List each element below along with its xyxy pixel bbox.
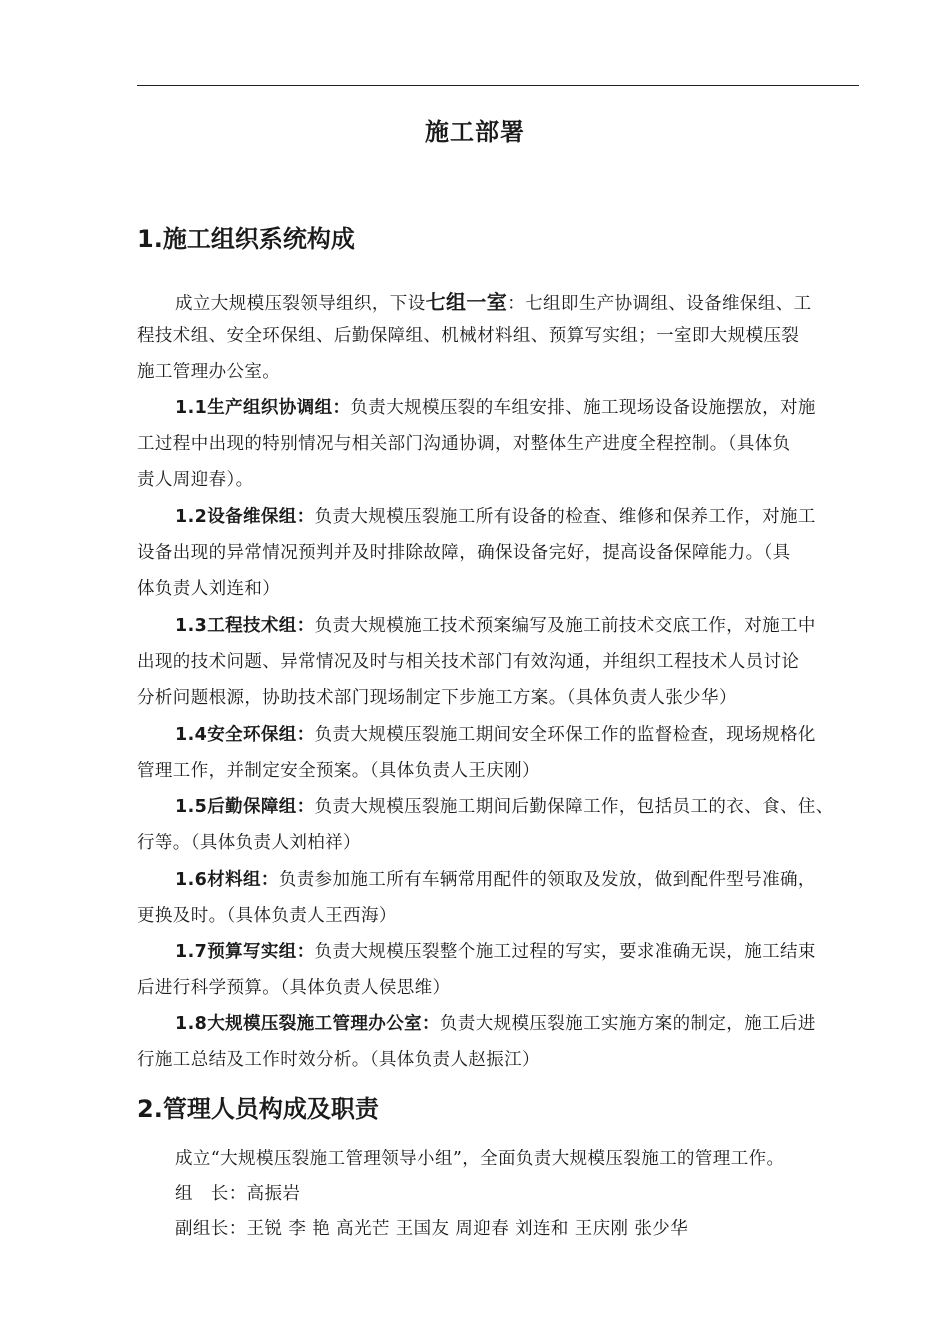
intro-line-3: 施工管理办公室。 [137, 362, 281, 382]
item-1-4-line-2: 管理工作，并制定安全预案。（具体负责人王庆刚） [137, 761, 540, 781]
item-1-2-line-2: 设备出现的异常情况预判并及时排除故障，确保设备完好，提高设备保障能力。（具 [137, 543, 791, 563]
item-1-4 [175, 721, 816, 746]
intro-highlight: 七组一室 [425, 290, 508, 314]
item-number: 1.8 [175, 1014, 208, 1034]
item-name: 生产组织协调组： [207, 398, 351, 418]
header-rule [137, 85, 859, 86]
item-1-6-line-2: 更换及时。（具体负责人王西海） [137, 906, 397, 926]
item-1-1-line-3: 责人周迎春）。 [137, 470, 254, 490]
item-1-2 [175, 503, 816, 528]
item-1-3-line-3: 分析问题根源，协助技术部门现场制定下步施工方案。（具体负责人张少华） [137, 688, 737, 708]
section2-intro: 成立“大规模压裂施工管理领导小组”，全面负责大规模压裂施工的管理工作。 [175, 1149, 785, 1169]
section1-heading: 1.施工组织系统构成 [137, 225, 355, 253]
intro-post: ：七组即生产协调组、设备维保组、工 [507, 294, 812, 314]
item-number: 1.4 [175, 725, 208, 745]
item-number: 1.5 [175, 797, 208, 817]
item-name: 预算写实组： [207, 942, 315, 962]
item-text: 负责大规模压裂施工期间后勤保障工作，包括员工的衣、食、住、 [314, 797, 834, 817]
item-1-3-line-2: 出现的技术问题、异常情况及时与相关技术部门有效沟通，并组织工程技术人员讨论 [137, 652, 800, 672]
item-name: 大规模压裂施工管理办公室： [207, 1014, 440, 1034]
item-1-7 [175, 938, 816, 963]
item-number: 1.7 [175, 942, 208, 962]
item-1-1-line-2: 工过程中出现的特别情况与相关部门沟通协调，对整体生产进度全程控制。（具体负 [137, 434, 791, 454]
item-text: 负责大规模压裂的车组安排、施工现场设备设施摆放，对施 [350, 398, 816, 418]
item-1-5-line-2: 行等。（具体负责人刘柏祥） [137, 833, 361, 853]
item-name: 材料组： [207, 870, 279, 890]
group-leader: 组 长：高振岩 [175, 1184, 301, 1204]
page-title: 施工部署 [425, 118, 525, 146]
intro-pre: 成立大规模压裂领导组织，下设 [175, 294, 426, 314]
item-number: 1.1 [175, 398, 208, 418]
item-1-8-line-2: 行施工总结及工作时效分析。（具体负责人赵振江） [137, 1050, 540, 1070]
item-text: 负责大规模压裂施工实施方案的制定，施工后进 [439, 1014, 816, 1034]
item-text: 负责大规模压裂整个施工过程的写实，要求准确无误，施工结束 [314, 942, 816, 962]
section2-heading: 2.管理人员构成及职责 [137, 1095, 379, 1123]
item-number: 1.3 [175, 616, 208, 636]
deputy-leaders: 副组长：王锐 李 艳 高光芒 王国友 周迎春 刘连和 王庆刚 张少华 [175, 1219, 689, 1239]
item-name: 安全环保组： [207, 725, 315, 745]
item-name: 工程技术组： [207, 616, 315, 636]
item-1-1 [175, 394, 816, 419]
item-number: 1.6 [175, 870, 208, 890]
item-text: 负责大规模压裂施工所有设备的检查、维修和保养工作，对施工 [314, 507, 816, 527]
item-1-6 [175, 866, 816, 891]
item-1-5 [175, 793, 834, 818]
item-1-3 [175, 612, 816, 637]
intro-line-2: 程技术组、安全环保组、后勤保障组、机械材料组、预算写实组；一室即大规模压裂 [137, 326, 800, 346]
intro-line-1 [175, 286, 812, 315]
item-text: 负责参加施工所有车辆常用配件的领取及发放，做到配件型号准确， [278, 870, 816, 890]
item-1-2-line-3: 体负责人刘连和） [137, 579, 281, 599]
item-1-8 [175, 1010, 816, 1035]
item-name: 后勤保障组： [207, 797, 315, 817]
item-number: 1.2 [175, 507, 208, 527]
item-1-7-line-2: 后进行科学预算。（具体负责人侯思维） [137, 978, 451, 998]
item-text: 负责大规模压裂施工期间安全环保工作的监督检查，现场规格化 [314, 725, 816, 745]
item-name: 设备维保组： [207, 507, 315, 527]
item-text: 负责大规模施工技术预案编写及施工前技术交底工作，对施工中 [314, 616, 816, 636]
